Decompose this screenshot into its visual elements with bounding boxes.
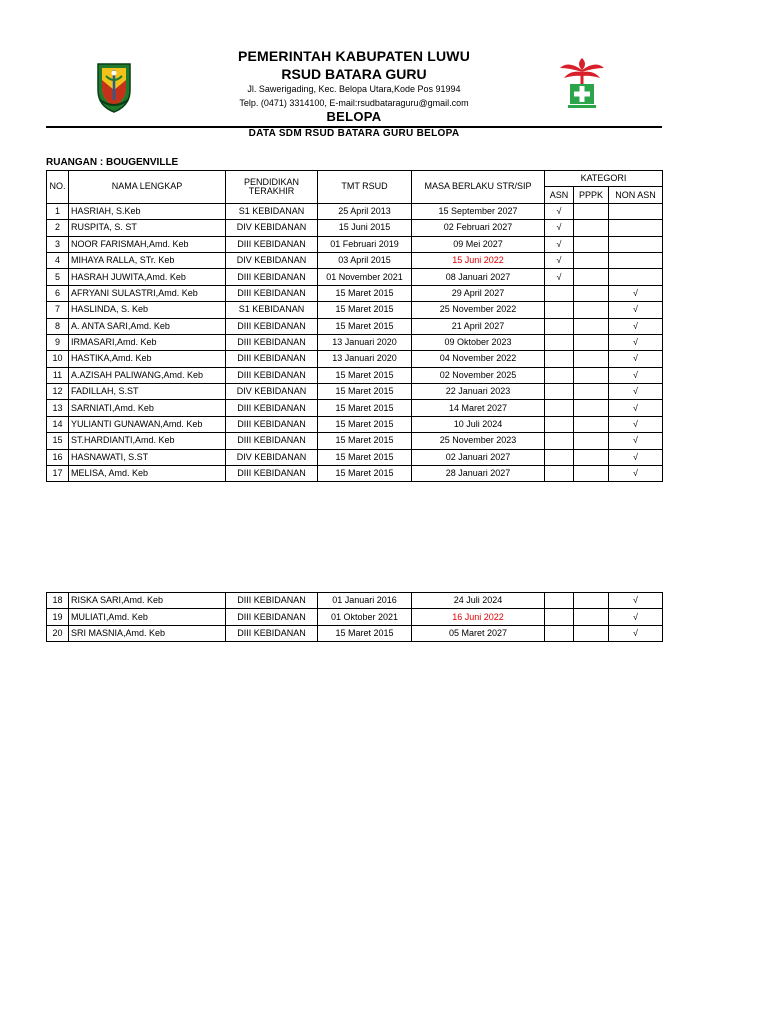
table-row [47,367,663,383]
table-header-row [47,171,663,187]
row-number: 11 [47,367,69,383]
pppk-check [574,625,609,641]
staff-name: MIHAYA RALLA, STr. Keb [69,252,226,268]
staff-name: SARNIATI,Amd. Keb [69,400,226,416]
tmt-date: 01 Februari 2019 [318,236,412,252]
staff-table [46,170,663,482]
staff-name: IRMASARI,Amd. Keb [69,334,226,350]
staff-table-continued-body [47,593,663,642]
validity-date: 21 April 2027 [412,318,545,334]
room-label: RUANGAN : BOUGENVILLE [46,157,179,168]
table-row [47,466,663,482]
asn-check: √ [545,220,574,236]
header-education: PENDIDIKAN TERAKHIR [226,171,318,204]
tmt-date: 15 Maret 2015 [318,433,412,449]
validity-date: 02 Februari 2027 [412,220,545,236]
education-level: DIII KEBIDANAN [226,318,318,334]
pppk-check [574,433,609,449]
tmt-date: 15 Maret 2015 [318,400,412,416]
table-row [47,236,663,252]
header-no: NO. [47,171,69,204]
non-asn-check [609,203,663,219]
asn-check [545,384,574,400]
header-validity: MASA BERLAKU STR/SIP [412,171,545,204]
pppk-check [574,285,609,301]
education-level: DIV KEBIDANAN [226,449,318,465]
tmt-date: 15 Maret 2015 [318,416,412,432]
validity-date: 08 Januari 2027 [412,269,545,285]
asn-check [545,302,574,318]
non-asn-check: √ [609,351,663,367]
tmt-date: 15 Maret 2015 [318,318,412,334]
education-level: DIII KEBIDANAN [226,416,318,432]
table-row [47,416,663,432]
asn-check [545,334,574,350]
staff-name: NOOR FARISMAH,Amd. Keb [69,236,226,252]
staff-name: HASRIAH, S.Keb [69,203,226,219]
staff-name: A. ANTA SARI,Amd. Keb [69,318,226,334]
row-number: 16 [47,449,69,465]
row-number: 15 [47,433,69,449]
education-level: DIII KEBIDANAN [226,367,318,383]
validity-date: 22 Januari 2023 [412,384,545,400]
pppk-check [574,384,609,400]
non-asn-check: √ [609,400,663,416]
validity-date: 15 Juni 2022 [412,252,545,268]
row-number: 5 [47,269,69,285]
pppk-check [574,203,609,219]
pppk-check [574,466,609,482]
validity-date: 04 November 2022 [412,351,545,367]
non-asn-check: √ [609,466,663,482]
pppk-check [574,318,609,334]
letterhead [46,44,662,128]
header-non-asn: NON ASN [609,187,663,203]
pppk-check [574,302,609,318]
non-asn-check: √ [609,609,663,625]
non-asn-check [609,220,663,236]
staff-name: MELISA, Amd. Keb [69,466,226,482]
table-row [47,285,663,301]
non-asn-check [609,269,663,285]
staff-name: ST.HARDIANTI,Amd. Keb [69,433,226,449]
non-asn-check: √ [609,449,663,465]
tmt-date: 01 November 2021 [318,269,412,285]
row-number: 7 [47,302,69,318]
hospital-name: RSUD BATARA GURU [281,66,427,82]
asn-check [545,416,574,432]
education-level: DIII KEBIDANAN [226,236,318,252]
table-row [47,220,663,236]
table-row [47,593,663,609]
staff-name: HASRAH JUWITA,Amd. Keb [69,269,226,285]
education-level: DIII KEBIDANAN [226,593,318,609]
asn-check [545,367,574,383]
staff-name: RUSPITA, S. ST [69,220,226,236]
row-number: 17 [47,466,69,482]
non-asn-check: √ [609,285,663,301]
tmt-date: 03 April 2015 [318,252,412,268]
table-row [47,252,663,268]
row-number: 1 [47,203,69,219]
validity-date: 09 Mei 2027 [412,236,545,252]
non-asn-check: √ [609,302,663,318]
tmt-date: 15 Maret 2015 [318,625,412,641]
tmt-date: 15 Maret 2015 [318,384,412,400]
table-row [47,400,663,416]
asn-check: √ [545,252,574,268]
asn-check [545,433,574,449]
row-number: 6 [47,285,69,301]
tmt-date: 15 Maret 2015 [318,285,412,301]
validity-date: 28 Januari 2027 [412,466,545,482]
education-level: DIV KEBIDANAN [226,384,318,400]
row-number: 8 [47,318,69,334]
education-level: S1 KEBIDANAN [226,203,318,219]
education-level: DIV KEBIDANAN [226,220,318,236]
hospital-contact: Telp. (0471) 3314100, E-mail:rsudbataraguru@gmail.com [239,98,469,108]
staff-name: MULIATI,Amd. Keb [69,609,226,625]
table-row [47,334,663,350]
education-level: DIII KEBIDANAN [226,351,318,367]
tmt-date: 15 Maret 2015 [318,367,412,383]
non-asn-check: √ [609,416,663,432]
pppk-check [574,351,609,367]
row-number: 4 [47,252,69,268]
education-level: S1 KEBIDANAN [226,302,318,318]
asn-check [545,449,574,465]
table-row [47,351,663,367]
pppk-check [574,609,609,625]
asn-check [545,318,574,334]
hospital-emblem-icon [554,54,610,110]
pppk-check [574,252,609,268]
row-number: 19 [47,609,69,625]
row-number: 9 [47,334,69,350]
city-name: BELOPA [326,109,382,124]
pppk-check [574,236,609,252]
document-title: DATA SDM RSUD BATARA GURU BELOPA [248,128,460,139]
table-row [47,384,663,400]
row-number: 2 [47,220,69,236]
validity-date: 14 Maret 2027 [412,400,545,416]
non-asn-check: √ [609,625,663,641]
row-number: 12 [47,384,69,400]
row-number: 18 [47,593,69,609]
tmt-date: 15 Juni 2015 [318,220,412,236]
row-number: 14 [47,416,69,432]
education-level: DIII KEBIDANAN [226,625,318,641]
education-level: DIII KEBIDANAN [226,466,318,482]
row-number: 13 [47,400,69,416]
asn-check: √ [545,269,574,285]
non-asn-check: √ [609,334,663,350]
asn-check: √ [545,203,574,219]
header-asn: ASN [545,187,574,203]
pppk-check [574,400,609,416]
table-row [47,609,663,625]
row-number: 20 [47,625,69,641]
non-asn-check [609,236,663,252]
education-level: DIII KEBIDANAN [226,334,318,350]
table-row [47,269,663,285]
government-name: PEMERINTAH KABUPATEN LUWU [237,48,471,64]
asn-check [545,466,574,482]
staff-name: A.AZISAH PALIWANG,Amd. Keb [69,367,226,383]
staff-name: RISKA SARI,Amd. Keb [69,593,226,609]
asn-check [545,351,574,367]
non-asn-check [609,252,663,268]
asn-check [545,625,574,641]
pppk-check [574,334,609,350]
validity-date: 02 November 2025 [412,367,545,383]
table-row [47,625,663,641]
validity-date: 09 Oktober 2023 [412,334,545,350]
staff-name: YULIANTI GUNAWAN,Amd. Keb [69,416,226,432]
header-category: KATEGORI [545,171,663,187]
education-level: DIII KEBIDANAN [226,433,318,449]
hospital-address: Jl. Sawerigading, Kec. Belopa Utara,Kode Pos 91994 [247,84,461,94]
asn-check [545,400,574,416]
education-level: DIII KEBIDANAN [226,400,318,416]
table-row [47,318,663,334]
non-asn-check: √ [609,384,663,400]
validity-date: 29 April 2027 [412,285,545,301]
staff-name: HASTIKA,Amd. Keb [69,351,226,367]
tmt-date: 01 Oktober 2021 [318,609,412,625]
validity-date: 15 September 2027 [412,203,545,219]
validity-date: 05 Maret 2027 [412,625,545,641]
staff-name: HASLINDA, S. Keb [69,302,226,318]
tmt-date: 15 Maret 2015 [318,449,412,465]
validity-date: 25 November 2023 [412,433,545,449]
tmt-date: 15 Maret 2015 [318,466,412,482]
table-row [47,203,663,219]
header-pppk: PPPK [574,187,609,203]
header-name: NAMA LENGKAP [69,171,226,204]
row-number: 10 [47,351,69,367]
staff-table-continued [46,592,663,642]
staff-table-body [47,203,663,482]
pppk-check [574,220,609,236]
pppk-check [574,416,609,432]
asn-check [545,285,574,301]
pppk-check [574,449,609,465]
non-asn-check: √ [609,433,663,449]
education-level: DIII KEBIDANAN [226,609,318,625]
tmt-date: 25 April 2013 [318,203,412,219]
tmt-date: 15 Maret 2015 [318,302,412,318]
table-row [47,433,663,449]
non-asn-check: √ [609,367,663,383]
pppk-check [574,269,609,285]
table-row [47,449,663,465]
education-level: DIII KEBIDANAN [226,269,318,285]
education-level: DIII KEBIDANAN [226,285,318,301]
non-asn-check: √ [609,318,663,334]
staff-name: HASNAWATI, S.ST [69,449,226,465]
pppk-check [574,593,609,609]
asn-check [545,609,574,625]
validity-date: 02 Januari 2027 [412,449,545,465]
validity-date: 24 Juli 2024 [412,593,545,609]
staff-name: FADILLAH, S.ST [69,384,226,400]
staff-name: SRI MASNIA,Amd. Keb [69,625,226,641]
tmt-date: 13 Januari 2020 [318,334,412,350]
row-number: 3 [47,236,69,252]
asn-check [545,593,574,609]
tmt-date: 13 Januari 2020 [318,351,412,367]
validity-date: 10 Juli 2024 [412,416,545,432]
staff-name: AFRYANI SULASTRI,Amd. Keb [69,285,226,301]
non-asn-check: √ [609,593,663,609]
asn-check: √ [545,236,574,252]
validity-date: 16 Juni 2022 [412,609,545,625]
validity-date: 25 November 2022 [412,302,545,318]
pppk-check [574,367,609,383]
education-level: DIV KEBIDANAN [226,252,318,268]
table-row [47,302,663,318]
tmt-date: 01 Januari 2016 [318,593,412,609]
header-tmt: TMT RSUD [318,171,412,204]
